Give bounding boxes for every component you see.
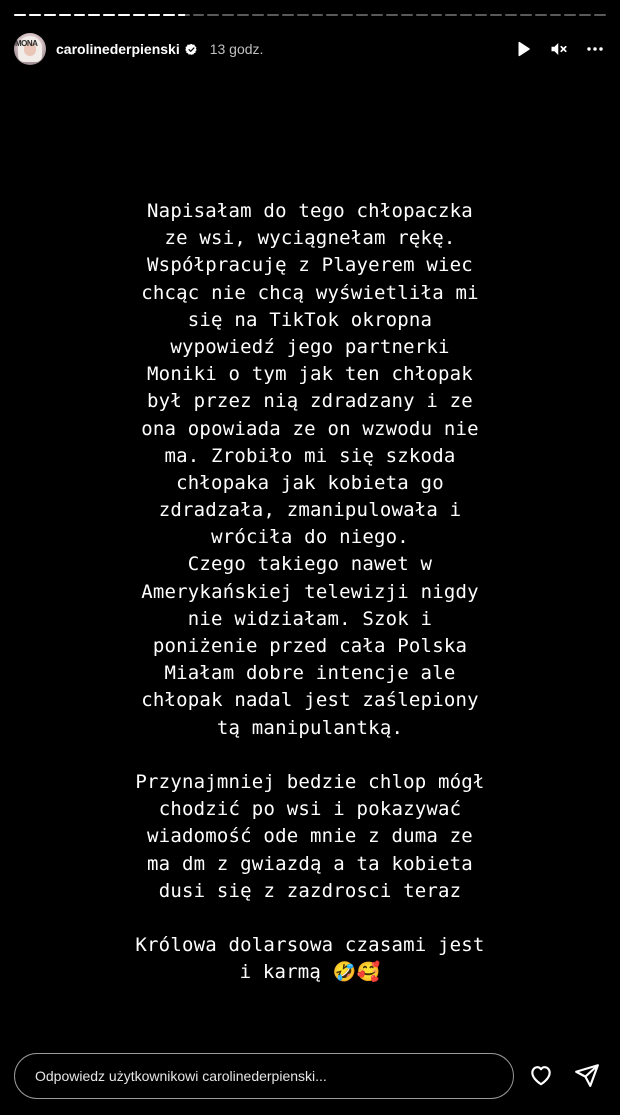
story-line: był przez nią zdradzany i ze: [147, 390, 473, 413]
story-text: [0, 198, 620, 986]
story-progress-bar: [14, 14, 606, 17]
verified-badge-icon: [185, 43, 198, 56]
reply-actions: [528, 1062, 600, 1088]
progress-segment: [371, 14, 383, 16]
mute-icon[interactable]: [550, 40, 568, 58]
story-line: wróciła do niego.: [211, 526, 409, 549]
story-line: ma. Zrobiło mi się szkoda: [164, 444, 456, 467]
progress-segment: [44, 14, 56, 16]
progress-segment: [237, 14, 249, 16]
story-line: nie widziałam. Szok i: [187, 607, 433, 630]
story-line: [0, 905, 620, 932]
post-time: 13 godz.: [209, 41, 264, 57]
story-line: Moniki o tym jak ten chłopak: [147, 363, 473, 386]
progress-segment: [178, 14, 190, 16]
progress-segment: [356, 14, 368, 16]
story-line: Czego takiego nawet w: [187, 553, 433, 576]
progress-segment: [401, 14, 413, 16]
progress-segment: [386, 14, 398, 16]
play-icon[interactable]: [514, 40, 532, 58]
story-line: Współpracuję z Playerem wiec: [147, 254, 473, 277]
story-line: Amerykańskiej telewizji nigdy: [141, 580, 479, 603]
progress-segment-fill: [148, 14, 160, 16]
story-line: chcąc nie chcą wyświetliła mi: [141, 281, 479, 304]
avatar-logo-text: MONA: [15, 39, 38, 48]
story-line: tą manipulantką.: [216, 716, 404, 739]
progress-segment: [490, 14, 502, 16]
heart-icon[interactable]: [528, 1062, 554, 1088]
progress-segment: [133, 14, 145, 16]
reply-input[interactable]: [14, 1053, 514, 1099]
progress-segment: [222, 14, 234, 16]
story-line: poniżenie przed cała Polska: [152, 635, 468, 657]
progress-segment: [326, 14, 338, 16]
progress-segment: [505, 14, 517, 16]
progress-segment: [460, 14, 472, 16]
more-icon[interactable]: [586, 40, 604, 58]
progress-segment-fill: [103, 14, 115, 16]
story-line: się na TikTok okropna: [187, 308, 433, 331]
story-line: Królowa dolarsowa czasami jest: [135, 934, 485, 957]
send-icon[interactable]: [574, 1062, 600, 1088]
progress-segment: [475, 14, 487, 16]
progress-segment: [103, 14, 115, 16]
progress-segment: [29, 14, 41, 16]
avatar[interactable]: [14, 33, 46, 65]
progress-segment: [579, 14, 591, 16]
story-line: chodzić po wsi i pokazywać: [158, 798, 462, 821]
progress-segment: [282, 14, 294, 16]
progress-segment: [163, 14, 175, 16]
progress-segment-fill: [118, 14, 130, 16]
progress-segment-fill: [163, 14, 175, 16]
story-line: chłopaka jak kobieta go: [176, 471, 444, 494]
story-line: chłopak nadal jest zaślepiony: [141, 689, 479, 712]
progress-segment-fill: [74, 14, 86, 16]
progress-segment: [550, 14, 562, 16]
story-line: Napisałam do tego chłopaczka: [147, 200, 473, 222]
progress-segment-fill: [14, 14, 26, 16]
header-actions: [514, 40, 606, 58]
progress-segment: [312, 14, 324, 16]
progress-segment: [59, 14, 71, 16]
story-line: dusi się z zazdrosci teraz: [158, 879, 462, 902]
story-line: [0, 742, 620, 769]
progress-segment: [148, 14, 160, 16]
progress-segment: [520, 14, 532, 16]
story-line: Przynajmniej bedzie chlop mógł: [135, 770, 485, 793]
progress-segment: [118, 14, 130, 16]
progress-segment: [431, 14, 443, 16]
progress-segment: [416, 14, 428, 16]
progress-segment-fill: [133, 14, 145, 16]
story-header: [14, 30, 606, 68]
progress-segment: [297, 14, 309, 16]
story-line: zdradzała, zmanipulowała i: [158, 499, 462, 522]
story-line: Miałam dobre intencje ale: [164, 662, 456, 685]
progress-segment: [14, 14, 26, 16]
story-line: ona opowiada ze on wzwodu nie: [141, 417, 479, 440]
progress-segment: [564, 14, 576, 16]
progress-segment-fill: [59, 14, 71, 16]
story-line: i karmą 🤣🥰: [239, 961, 381, 984]
progress-segment: [267, 14, 279, 16]
progress-segment-fill: [178, 14, 185, 16]
progress-segment: [594, 14, 606, 16]
progress-segment-fill: [88, 14, 100, 16]
progress-segment: [74, 14, 86, 16]
progress-segment: [535, 14, 547, 16]
story-line: wiadomość ode mnie z duma ze: [147, 825, 473, 848]
progress-segment: [193, 14, 205, 16]
progress-segment: [88, 14, 100, 16]
progress-segment: [207, 14, 219, 16]
progress-segment: [445, 14, 457, 16]
progress-segment: [252, 14, 264, 16]
progress-segment-fill: [29, 14, 41, 16]
story-line: ma dm z gwiazdą a ta kobieta: [147, 852, 473, 875]
username[interactable]: carolinederpienski: [56, 41, 180, 57]
progress-segment: [341, 14, 353, 16]
progress-segment-fill: [44, 14, 56, 16]
story-line: wypowiedź jego partnerki: [170, 335, 450, 358]
story-line: ze wsi, wyciągnełam rękę.: [164, 227, 456, 250]
reply-placeholder: Odpowiedz użytkownikowi carolinederpienski...: [35, 1068, 327, 1084]
